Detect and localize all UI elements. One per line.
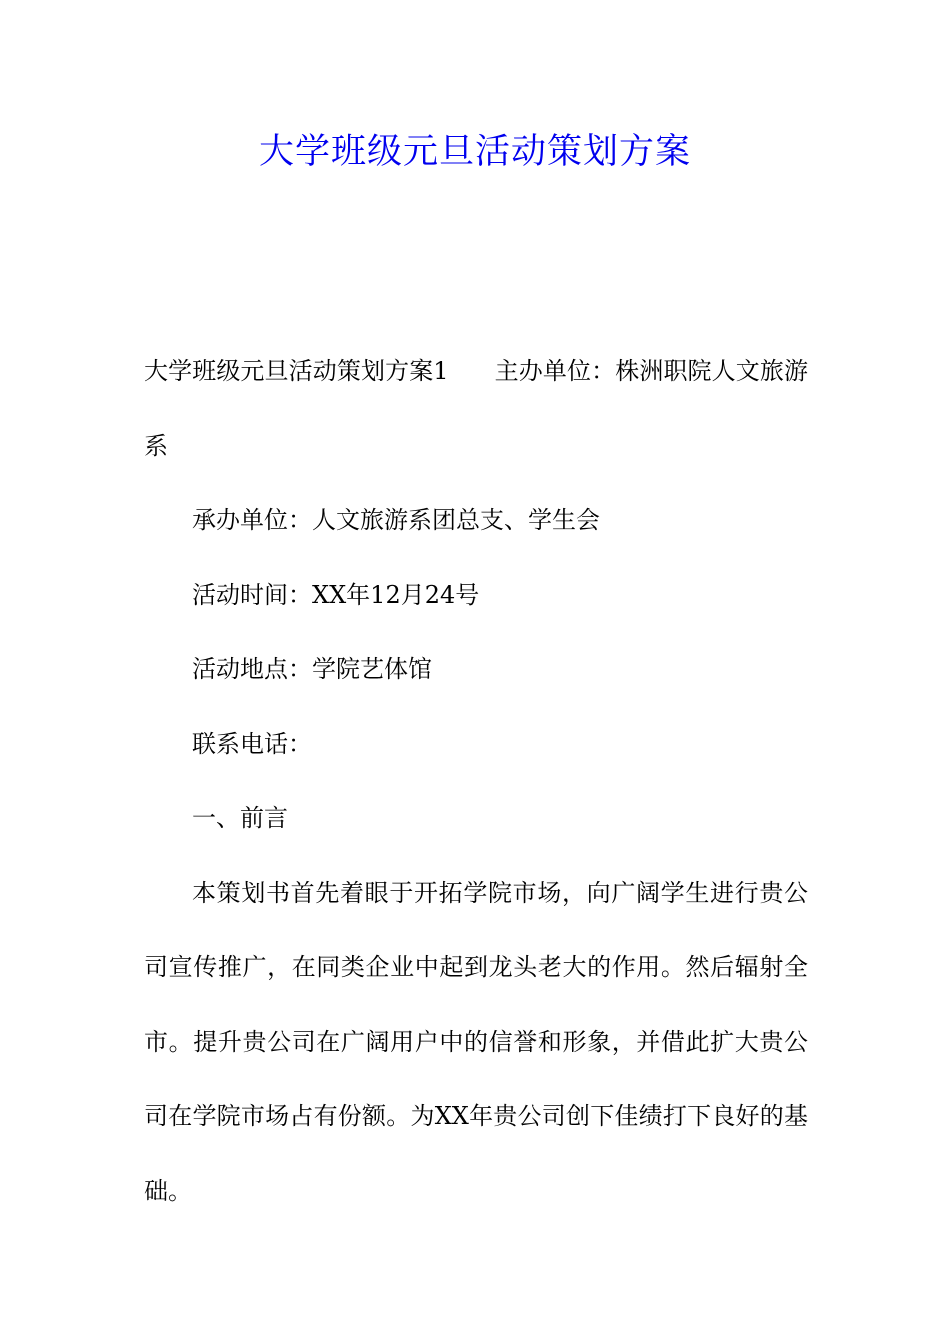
- first-line-paragraph: [144, 334, 808, 483]
- paragraph-activity-location: 活动地点：学院艺体馆: [192, 655, 432, 683]
- paragraph-activity-time: 活动时间：XX年12月24号: [192, 580, 480, 609]
- paragraph-contact-phone: 联系电话：: [192, 729, 312, 758]
- document-title: 大学班级元旦活动策划方案: [258, 132, 691, 172]
- paragraph-co-organizer: 承办单位：人文旅游系团总支、学生会: [192, 506, 600, 534]
- section-heading-preface: 一、前言: [192, 804, 288, 832]
- organizer-text: 主办单位：株洲职院人文旅游系: [144, 357, 808, 460]
- plan-heading: 大学班级元旦活动策划方案1: [144, 357, 449, 385]
- document-body: [144, 334, 808, 1228]
- paragraph-preface-body: 本策划书首先着眼于开拓学院市场，向广阔学生进行贵公司宣传推广，在同类企业中起到龙头老大的作用。然后辐射全市。提升贵公司在广阔用户中的信誉和形象，并借此扩大贵公司在学院市场占有份额。为XX年贵公司创下佳绩打下良好的基础。: [144, 878, 808, 1205]
